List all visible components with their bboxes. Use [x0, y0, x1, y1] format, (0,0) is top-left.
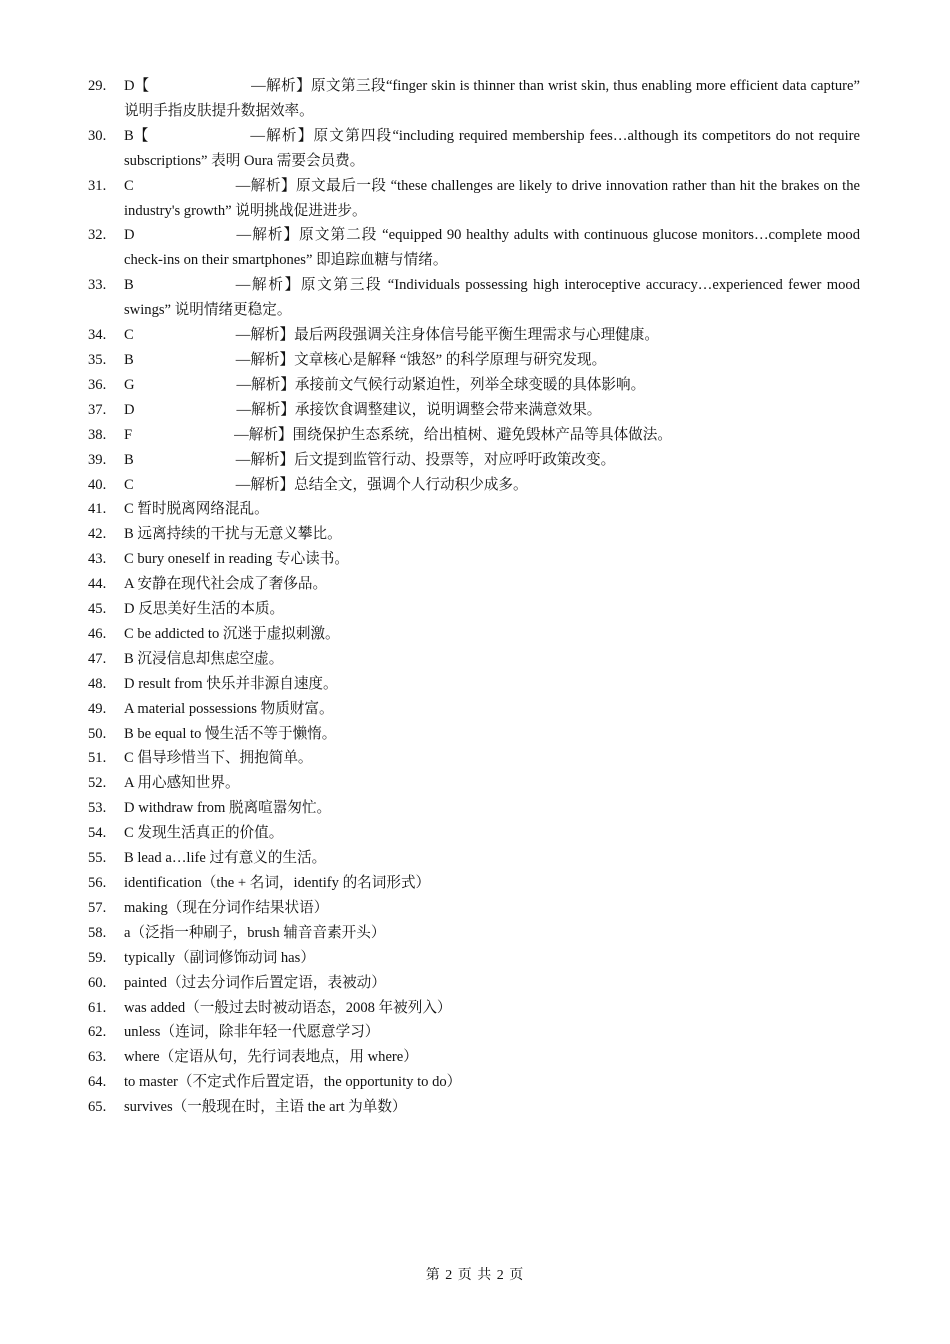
answer-text: A 安静在现代社会成了奢侈品。 [124, 576, 328, 593]
answer-item-58 [88, 921, 860, 946]
answer-item-45 [88, 597, 860, 622]
answer-letter: B [124, 351, 134, 368]
answer-text: D 反思美好生活的本质。 [124, 601, 285, 618]
answer-text: making（现在分词作结果状语） [124, 899, 329, 916]
answer-item-29 [88, 74, 860, 124]
item-number: 36. [88, 376, 107, 393]
answer-item-59 [88, 946, 860, 971]
answer-text: a（泛指一种刷子，brush 辅音音素开头） [124, 924, 386, 941]
answer-item-37 [88, 398, 860, 423]
item-number: 29. [88, 78, 107, 94]
answer-item-56 [88, 871, 860, 896]
answer-explanation: —解析】总结全文，强调个人行动积少成多。 [235, 476, 528, 493]
answer-letter: B【 [124, 127, 149, 144]
answer-item-36 [88, 373, 860, 398]
item-number: 35. [88, 351, 107, 368]
page-footer: 第 2 页 共 2 页 [425, 1268, 525, 1283]
answer-item-54 [88, 821, 860, 846]
answer-text: B 远离持续的干扰与无意义攀比。 [124, 526, 342, 543]
answer-explanation: —解析】原文第三段“finger skin is thinner than wrist skin, thus enabling more efficient data capture” 说明手指皮肤提升数据效率。 [124, 78, 860, 119]
answer-text: where（定语从句，先行词表地点，用 where） [124, 1049, 418, 1066]
answer-text: B lead a…life 过有意义的生活。 [124, 850, 327, 867]
item-number: 58. [88, 924, 107, 941]
answer-letter: D [124, 227, 135, 244]
answer-letter: C [124, 476, 134, 493]
item-number: 63. [88, 1049, 107, 1066]
answer-text: A material possessions 物质财富。 [124, 700, 334, 717]
item-number: 46. [88, 625, 107, 642]
answer-item-46 [88, 622, 860, 647]
answer-letter: D【 [124, 78, 150, 94]
answer-item-42 [88, 522, 860, 547]
answer-explanation: —解析】原文第二段 “equipped 90 healthy adults with continuous glucose monitors…complete mood check-ins on their smartphones” 即追踪血糖与情绪。 [124, 227, 860, 269]
answer-item-47 [88, 647, 860, 672]
item-number: 48. [88, 675, 107, 692]
answer-letter: D [124, 401, 135, 418]
item-number: 34. [88, 327, 107, 344]
answer-item-60 [88, 971, 860, 996]
answer-text: was added（一般过去时被动语态，2008 年被列入） [124, 999, 452, 1016]
answer-letter: F [124, 426, 133, 443]
answer-item-32 [88, 223, 860, 273]
answer-list [88, 74, 860, 1120]
answer-item-65 [88, 1095, 860, 1120]
answer-item-43 [88, 547, 860, 572]
answer-text: identification（the + 名词，identify 的名词形式） [124, 875, 431, 891]
answer-item-53 [88, 796, 860, 821]
answer-text: C bury oneself in reading 专心读书。 [124, 551, 349, 568]
answer-text: A 用心感知世界。 [124, 775, 240, 792]
answer-item-64 [88, 1070, 860, 1095]
item-number: 47. [88, 650, 107, 667]
item-number: 50. [88, 725, 107, 742]
item-number: 30. [88, 127, 107, 144]
answer-item-57 [88, 896, 860, 921]
item-number: 44. [88, 576, 107, 593]
answer-text: painted（过去分词作后置定语，表被动） [124, 974, 386, 991]
item-number: 55. [88, 850, 107, 867]
answer-item-40 [88, 473, 860, 498]
item-number: 37. [88, 401, 107, 418]
answer-text: B be equal to 慢生活不等于懒惰。 [124, 725, 337, 742]
answer-item-35 [88, 348, 860, 373]
item-number: 52. [88, 775, 107, 792]
item-number: 53. [88, 800, 107, 817]
item-number: 54. [88, 825, 107, 842]
answer-explanation: —解析】原文第四段“including required membership fees…although its competitors do not require subscriptions” 表明 Oura 需要会员费。 [124, 127, 860, 169]
answer-text: typically（副词修饰动词 has） [124, 949, 315, 966]
answer-item-49 [88, 697, 860, 722]
item-number: 45. [88, 601, 107, 618]
item-number: 51. [88, 750, 107, 767]
answer-explanation: —解析】围绕保护生态系统，给出植树、避免毁林产品等具体做法。 [234, 426, 672, 443]
answer-letter: B [124, 451, 134, 468]
answer-letter: B [124, 277, 134, 294]
item-number: 31. [88, 177, 107, 194]
item-number: 56. [88, 875, 107, 891]
answer-explanation: —解析】最后两段强调关注身体信号能平衡生理需求与心理健康。 [235, 327, 659, 344]
answer-explanation: —解析】后文提到监管行动、投票等，对应呼吁政策改变。 [235, 451, 616, 468]
answer-item-63 [88, 1045, 860, 1070]
answer-item-62 [88, 1020, 860, 1045]
answer-text: C 倡导珍惜当下、拥抱简单。 [124, 750, 313, 767]
answer-explanation: —解析】承接前文气候行动紧迫性，列举全球变暖的具体影响。 [236, 376, 646, 393]
item-number: 42. [88, 526, 107, 543]
answer-text: D result from 快乐并非源自速度。 [124, 675, 338, 692]
answer-item-55 [88, 846, 860, 871]
answer-item-39 [88, 448, 860, 473]
answer-item-41 [88, 497, 860, 522]
item-number: 59. [88, 949, 107, 966]
answer-letter: C [124, 327, 134, 344]
item-number: 38. [88, 426, 107, 443]
answer-explanation: —解析】原文第三段 “Individuals possessing high interoceptive accuracy…experienced fewer mood swings” 说明情绪更稳定。 [124, 277, 860, 319]
item-number: 39. [88, 451, 107, 468]
item-number: 41. [88, 501, 107, 518]
item-number: 65. [88, 1099, 107, 1116]
answer-text: survives（一般现在时，主语 the art 为单数） [124, 1099, 407, 1116]
item-number: 60. [88, 974, 107, 991]
answer-item-33 [88, 273, 860, 323]
answer-item-44 [88, 572, 860, 597]
answer-text: unless（连词，除非年轻一代愿意学习） [124, 1024, 380, 1041]
answer-item-52 [88, 771, 860, 796]
item-number: 61. [88, 999, 107, 1016]
answer-item-30 [88, 124, 860, 174]
answer-explanation: —解析】承接饮食调整建议，说明调整会带来满意效果。 [236, 401, 602, 418]
item-number: 43. [88, 551, 107, 568]
answer-item-31 [88, 174, 860, 224]
item-number: 33. [88, 277, 107, 294]
item-number: 57. [88, 899, 107, 916]
answer-text: C be addicted to 沉迷于虚拟刺激。 [124, 625, 340, 642]
answer-item-51 [88, 746, 860, 771]
item-number: 49. [88, 700, 107, 717]
answer-item-38 [88, 423, 860, 448]
answer-item-61 [88, 996, 860, 1021]
answer-text: B 沉浸信息却焦虑空虚。 [124, 650, 284, 667]
item-number: 32. [88, 227, 107, 244]
answer-explanation: —解析】原文最后一段 “these challenges are likely to drive innovation rather than hit the brakes on the industry's growth” 说明挑战促进进步。 [124, 177, 860, 219]
answer-item-34 [88, 323, 860, 348]
answer-item-50 [88, 722, 860, 747]
item-number: 62. [88, 1024, 107, 1041]
answer-text: C 发现生活真正的价值。 [124, 825, 284, 842]
answer-text: C 暂时脱离网络混乱。 [124, 501, 269, 518]
answer-item-48 [88, 672, 860, 697]
item-number: 40. [88, 476, 107, 493]
answer-text: D withdraw from 脱离喧嚣匆忙。 [124, 800, 332, 817]
answer-letter: C [124, 177, 134, 194]
item-number: 64. [88, 1074, 107, 1091]
answer-letter: G [124, 376, 135, 393]
answer-text: to master（不定式作后置定语，the opportunity to do） [124, 1074, 462, 1091]
answer-explanation: —解析】文章核心是解释 “饿怒” 的科学原理与研究发现。 [235, 351, 607, 368]
